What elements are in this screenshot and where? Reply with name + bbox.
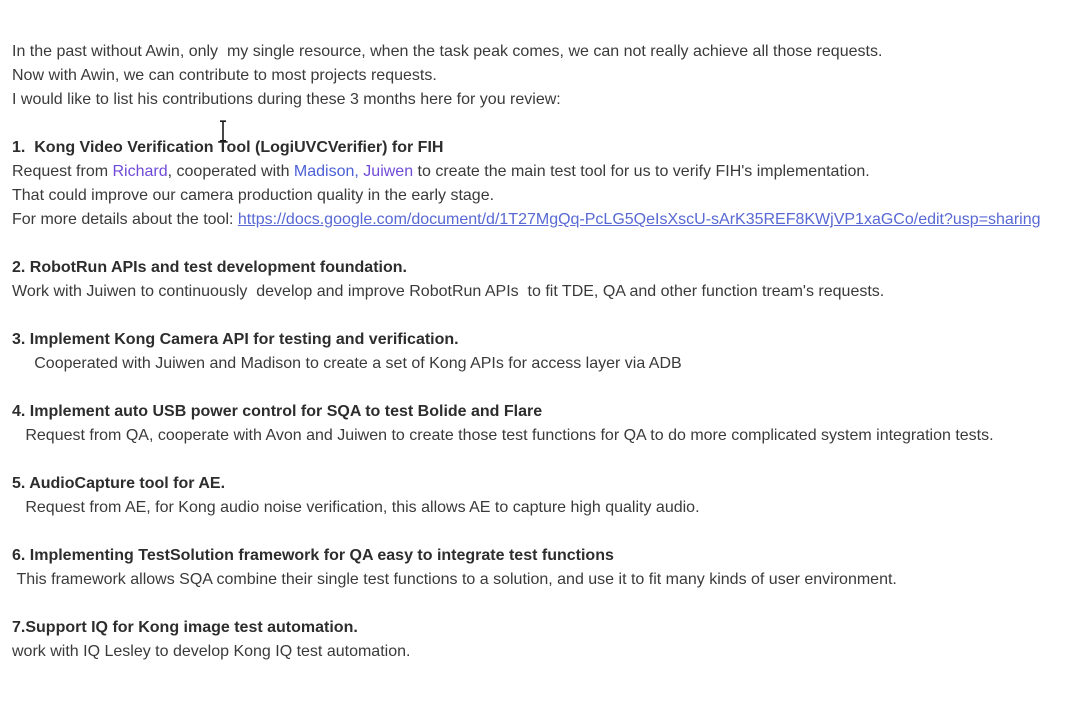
section-heading: 6. Implementing TestSolution framework for QA easy to integrate test functions: [12, 547, 614, 564]
intro-line: I would like to list his contributions during these 3 months here for you review:: [12, 91, 561, 108]
text-segment: Request from QA, cooperate with Avon and Juiwen to create those test functions for QA to do more complicated system integration tests.: [12, 427, 994, 444]
text-segment: , cooperated with: [167, 163, 294, 180]
text-segment: Work with Juiwen to continuously develop and improve RobotRun APIs to fit TDE, QA and other function tream's requests.: [12, 283, 885, 300]
section-heading: 7.Support IQ for Kong image test automation.: [12, 619, 358, 636]
intro-line: Now with Awin, we can contribute to most projects requests.: [12, 67, 437, 84]
text-line: [12, 160, 1080, 184]
section-2: [12, 256, 1080, 304]
text-segment: That could improve our camera production quality in the early stage.: [12, 187, 495, 204]
text-segment: This framework allows SQA combine their single test functions to a solution, and use it to fit many kinds of user environment.: [12, 571, 897, 588]
text-line: [12, 568, 1080, 592]
text-segment: For more details about the tool:: [12, 211, 238, 228]
section-heading: 1. Kong Video Verification Tool (LogiUVCVerifier) for FIH: [12, 139, 444, 156]
text-line: [12, 424, 1080, 448]
section-heading: 2. RobotRun APIs and test development foundation.: [12, 259, 407, 276]
link-richard[interactable]: Richard: [112, 163, 168, 180]
section-5: [12, 472, 1080, 520]
section-heading: 5. AudioCapture tool for AE.: [12, 475, 226, 492]
text-segment: Request from: [12, 163, 113, 180]
section-1: [12, 136, 1080, 232]
section-7: [12, 616, 1080, 664]
content: [12, 40, 1080, 664]
section-heading: 4. Implement auto USB power control for SQA to test Bolide and Flare: [12, 403, 543, 420]
section-heading: 3. Implement Kong Camera API for testing and verification.: [12, 331, 459, 348]
link-madison[interactable]: Madison,: [293, 163, 359, 180]
text-segment: Request from AE, for Kong audio noise verification, this allows AE to capture high quality audio.: [12, 499, 700, 516]
text-line: [12, 280, 1080, 304]
text-line: [12, 208, 1080, 232]
text-segment: to create the main test tool for us to verify FIH's implementation.: [413, 163, 870, 180]
text-line: [12, 640, 1080, 664]
doc-link[interactable]: https://docs.google.com/document/d/1T27MgQq-PcLG5QeIsXscU-sArK35REF8KWjVP1xaGCo/edit?usp=sharing: [237, 211, 1041, 228]
intro-paragraph: [12, 40, 1080, 112]
text-line: [12, 184, 1080, 208]
text-line: [12, 352, 1080, 376]
text-segment: work with IQ Lesley to develop Kong IQ test automation.: [12, 643, 411, 660]
text-line: [12, 496, 1080, 520]
section-4: [12, 400, 1080, 448]
link-juiwen[interactable]: Juiwen: [363, 163, 414, 180]
intro-line: In the past without Awin, only my single resource, when the task peak comes, we can not really achieve all those requests.: [12, 43, 883, 60]
section-3: [12, 328, 1080, 376]
section-6: [12, 544, 1080, 592]
text-segment: Cooperated with Juiwen and Madison to create a set of Kong APIs for access layer via ADB: [12, 355, 682, 372]
